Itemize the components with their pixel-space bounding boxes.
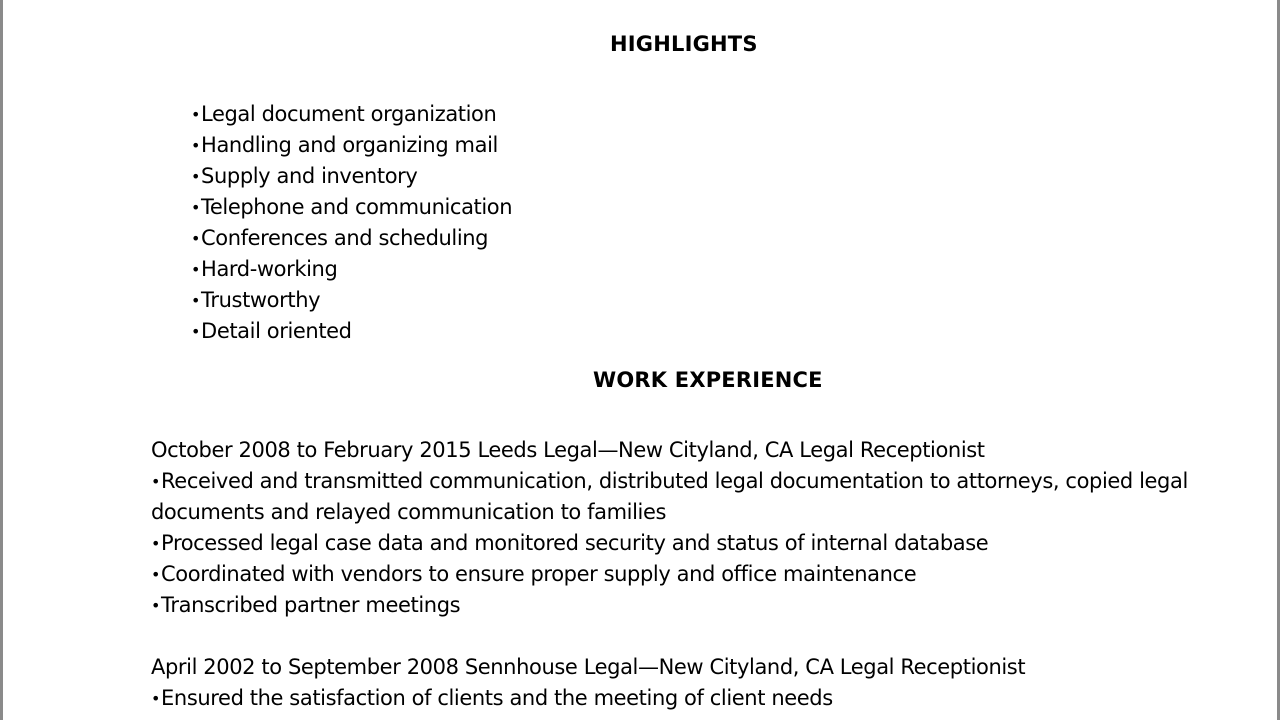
bullet-icon: •	[191, 229, 201, 248]
job-header: April 2002 to September 2008 Sennhouse Legal—New Cityland, CA Legal Receptionist	[151, 655, 1026, 679]
highlight-item	[191, 130, 512, 161]
bullet-icon: •	[151, 565, 161, 584]
job-duty-text: Processed legal case data and monitored security and status of internal database	[161, 531, 989, 555]
bullet-icon: •	[191, 105, 201, 124]
bullet-icon: •	[151, 472, 161, 491]
work-experience-heading: WORK EXPERIENCE	[593, 368, 823, 392]
job-duty	[151, 528, 1261, 559]
job-duty-text: Received and transmitted communication, distributed legal documentation to attorneys, copied legal documents and relayed communication to families	[151, 469, 1188, 524]
highlight-item	[191, 316, 512, 347]
highlight-text: Supply and inventory	[201, 164, 418, 188]
job-duty	[151, 466, 1261, 528]
highlight-text: Handling and organizing mail	[201, 133, 498, 157]
job-entry	[151, 435, 1261, 621]
highlights-heading: HIGHLIGHTS	[610, 32, 758, 56]
bullet-icon: •	[151, 596, 161, 615]
job-header: October 2008 to February 2015 Leeds Legal—New Cityland, CA Legal Receptionist	[151, 438, 985, 462]
highlight-item	[191, 285, 512, 316]
bullet-icon: •	[191, 167, 201, 186]
highlight-text: Legal document organization	[201, 102, 497, 126]
highlight-item	[191, 161, 512, 192]
highlight-text: Hard-working	[201, 257, 338, 281]
job-duty	[151, 683, 1261, 714]
job-duty	[151, 559, 1261, 590]
job-duty-text: Transcribed partner meetings	[161, 593, 461, 617]
bullet-icon: •	[191, 198, 201, 217]
highlight-item	[191, 254, 512, 285]
highlights-list	[191, 99, 512, 347]
bullet-icon: •	[191, 322, 201, 341]
bullet-icon: •	[151, 534, 161, 553]
highlight-text: Conferences and scheduling	[201, 226, 489, 250]
job-duty-text: Coordinated with vendors to ensure proper supply and office maintenance	[161, 562, 917, 586]
job-duty-text: Ensured the satisfaction of clients and the meeting of client needs	[161, 686, 833, 710]
highlight-text: Telephone and communication	[201, 195, 513, 219]
bullet-icon: •	[191, 260, 201, 279]
bullet-icon: •	[191, 136, 201, 155]
highlight-item	[191, 223, 512, 254]
highlight-text: Detail oriented	[201, 319, 352, 343]
highlight-text: Trustworthy	[201, 288, 321, 312]
job-duty	[151, 590, 1261, 621]
job-entry	[151, 652, 1261, 714]
bullet-icon: •	[151, 689, 161, 708]
highlight-item	[191, 99, 512, 130]
highlight-item	[191, 192, 512, 223]
bullet-icon: •	[191, 291, 201, 310]
